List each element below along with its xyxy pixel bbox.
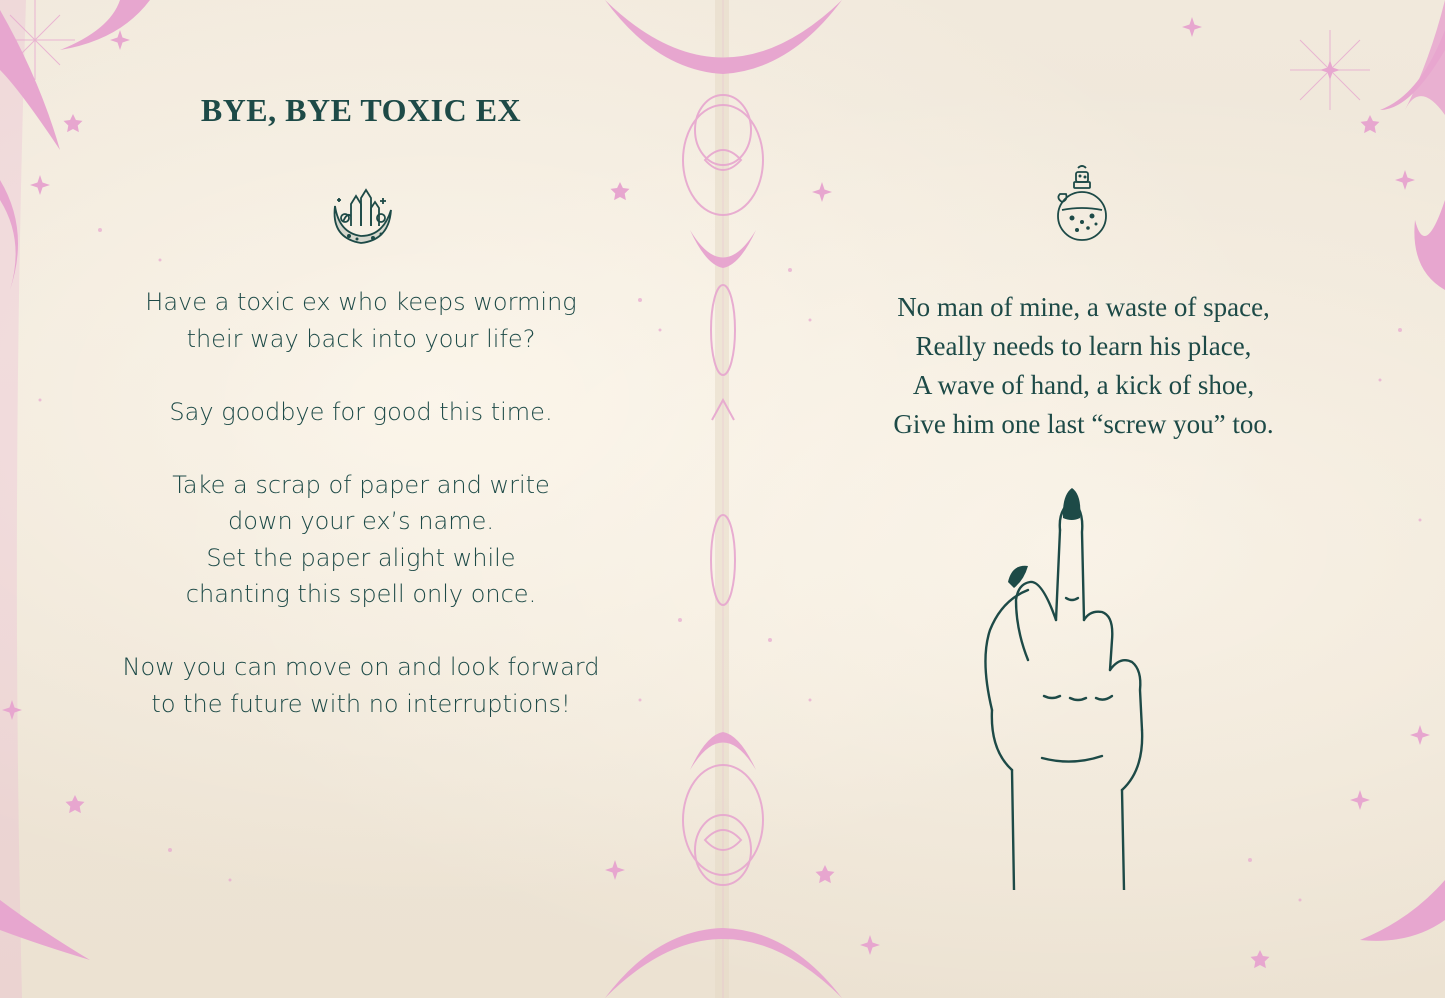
potion-bottle-icon xyxy=(1052,164,1112,244)
left-page xyxy=(0,0,722,998)
chant-line-4: Give him one last “screw you” too. xyxy=(893,409,1274,439)
chant-line-2: Really needs to learn his place, xyxy=(915,331,1252,361)
spell-title: BYE, BYE TOXIC EX xyxy=(200,92,522,128)
chant-line-3: A wave of hand, a kick of shoe, xyxy=(912,370,1255,400)
right-page xyxy=(722,0,1445,998)
spell-instructions xyxy=(60,284,662,759)
paragraph-ritual: Take a scrap of paper and write down your ex’s name. Set the paper alight while chanting this spell only once. xyxy=(172,470,550,608)
paragraph-goodbye: Say goodbye for good this time. xyxy=(169,397,553,426)
paragraph-outcome: Now you can move on and look forward to the future with no interruptions! xyxy=(122,653,600,718)
middle-finger-hand-illustration xyxy=(972,470,1202,890)
spell-chant xyxy=(802,288,1365,444)
chant-line-1: No man of mine, a waste of space, xyxy=(897,292,1270,322)
crescent-crystals-icon xyxy=(321,178,401,248)
paragraph-intro: Have a toxic ex who keeps worming their way back into your life? xyxy=(145,288,577,353)
